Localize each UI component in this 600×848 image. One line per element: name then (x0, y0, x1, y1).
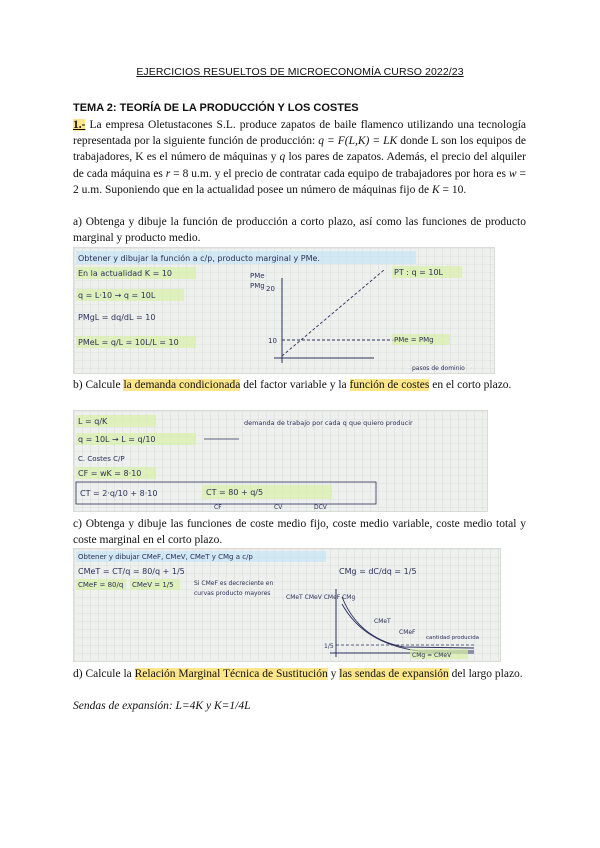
axis-10: 10 (268, 337, 277, 345)
notes-c-out: cantidad producida (426, 635, 480, 641)
notes-c-note2: curvas producto mayores (194, 590, 271, 597)
notes-a-q: q = L·10 → q = 10L (78, 291, 156, 300)
notes-b-l1: L = q/K (78, 417, 108, 426)
notes-b-l2: q = 10L → L = q/10 (78, 435, 156, 444)
axis-pmg: PMg (250, 282, 265, 290)
highlight-demanda: la demanda condicionada (123, 379, 241, 391)
notes-c-cmg: CMg = dC/dq = 1/5 (339, 567, 417, 576)
notes-b-costes: C. Costes C/P (78, 455, 125, 463)
notes-a-pme-pmg: PMe = PMg (394, 336, 434, 344)
notes-b-dcv: DCV (314, 504, 327, 511)
notes-c-axis: CMeT CMeV CMeF CMg (286, 594, 356, 601)
notes-b-cv-lbl: CV (274, 504, 283, 511)
axis-20: 20 (266, 285, 275, 293)
highlight-funcion-costes: función de costes (349, 379, 430, 391)
highlight-rmts: Relación Marginal Técnica de Sustitución (134, 668, 328, 680)
exercise-statement: 1.- La empresa Oletustacones S.L. produce zapatos de baile flamenco utilizando una tecnología representada por la siguiente función de producción: q = F(L,K) = LK donde L son los equipos de trabajadores, K es el número de máquinas y q los pares de zapatos. Además, el precio del alquiler de cada máquina es r = 8 u.m. y el precio de contratar cada equipo de trabajadores por hora es w = 2 u.m. Suponiendo que en la actualidad posee un número de máquinas fijo de K = 10. (73, 119, 526, 196)
notes-b-ct2: CT = 80 + q/5 (206, 488, 264, 497)
notes-a-drawing (74, 248, 494, 373)
notes-c-title: Obtener y dibujar CMeF, CMeV, CMeT y CMg a c/p (78, 553, 253, 561)
notes-a-sub: En la actualidad K = 10 (78, 269, 173, 278)
notes-c-label-cmg: CMg = CMeV (412, 652, 452, 659)
exercise-number: 1.- (73, 119, 86, 131)
notes-c-cmev: CMeV = 1/5 (132, 581, 174, 589)
document-header (0, 66, 600, 78)
production-function: q = F(L,K) = LK (318, 135, 398, 148)
notes-c-cmet: CMeT = CT/q = 80/q + 1/5 (78, 567, 185, 576)
notes-c-note1: Si CMeF es decreciente en (194, 580, 274, 587)
notes-c-label-cmet: CMeT (374, 618, 391, 625)
question-b: b) Calcule la demanda condicionada del factor variable y la función de costes en el corto plazo. (73, 379, 512, 391)
notes-a-pmg: PMgL = dq/dL = 10 (78, 313, 156, 322)
notes-a-title: Obtener y dibujar la función a c/p, producto marginal y PMe. (78, 254, 320, 263)
notes-c-drawing (74, 549, 500, 661)
question-c: c) Obtenga y dibuje las funciones de coste medio fijo, coste medio variable, coste medio total y coste marginal en el corto plazo. (73, 518, 526, 547)
notes-a-pme: PMeL = q/L = 10L/L = 10 (78, 338, 179, 347)
notes-b-cf: CF = wK = 8·10 (78, 469, 142, 478)
notes-c-fifth: 1/5 (324, 643, 334, 650)
notes-b-arrow: demanda de trabajo por cada q que quiero producir (244, 419, 413, 427)
notes-a-pass: pasos de dominio (412, 365, 465, 372)
notes-a-pt: PT : q = 10L (394, 268, 443, 277)
notes-c-label-cmef: CMeF (399, 629, 416, 636)
handwritten-notes-b (73, 410, 488, 512)
question-a: a) Obtenga y dibuje la función de producción a corto plazo, así como las funciones de producto marginal y producto medio. (73, 216, 526, 245)
notes-b-drawing (74, 411, 487, 511)
question-d: d) Calcule la Relación Marginal Técnica de Sustitución y las sendas de expansión del largo plazo. (73, 668, 523, 680)
handwritten-notes-c (73, 548, 501, 662)
axis-pme: PMe (250, 272, 265, 280)
notes-b-ct: CT = 2·q/10 + 8·10 (80, 489, 158, 498)
handwritten-notes-a (73, 247, 495, 374)
notes-b-cf-lbl: CF (214, 504, 222, 511)
header-text: EJERCICIOS RESUELTOS DE MICROECONOMÍA CURSO 2022/23 (136, 66, 464, 78)
notes-c-cmef: CMeF = 80/q (78, 581, 124, 589)
expansion-paths: Sendas de expansión: L=4K y K=1/4L (73, 700, 251, 712)
highlight-sendas: las sendas de expansión (339, 668, 449, 680)
section-title: TEMA 2: TEORÍA DE LA PRODUCCIÓN Y LOS COSTES (73, 102, 359, 114)
